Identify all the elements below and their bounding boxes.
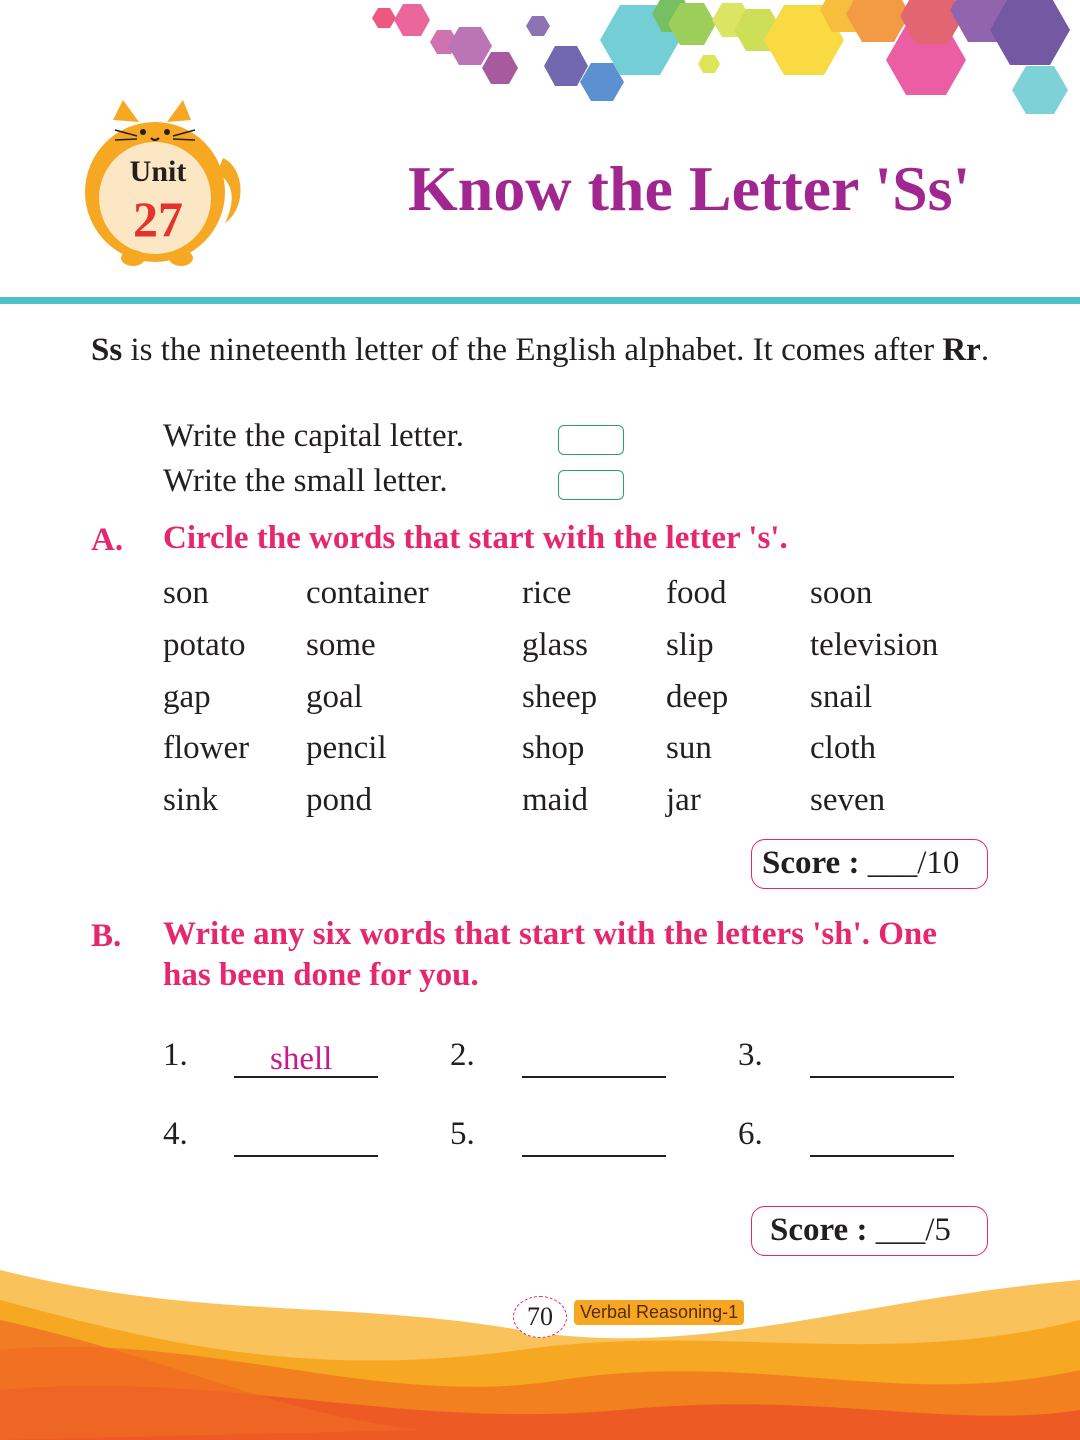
word-item[interactable]: soon bbox=[810, 575, 873, 611]
score-value: ___/5 bbox=[867, 1212, 951, 1248]
word-item[interactable]: slip bbox=[666, 627, 714, 663]
word-item[interactable]: television bbox=[810, 627, 939, 663]
unit-label: Unit bbox=[129, 155, 187, 188]
unit-number: 27 bbox=[133, 191, 183, 247]
intro-paragraph bbox=[91, 330, 1021, 371]
word-item[interactable]: shop bbox=[522, 730, 585, 766]
score-label: Score : bbox=[762, 845, 860, 881]
answer-blank[interactable] bbox=[810, 1119, 954, 1157]
answer-number: 5. bbox=[450, 1116, 475, 1152]
word-item[interactable]: sink bbox=[163, 782, 219, 818]
page-title: Know the Letter 'Ss' bbox=[408, 153, 971, 224]
word-item[interactable]: sheep bbox=[522, 679, 598, 715]
word-item[interactable]: container bbox=[306, 575, 429, 611]
answer-number: 2. bbox=[450, 1037, 475, 1073]
section-a-score-box bbox=[751, 839, 988, 889]
write-capital-prompt: Write the capital letter. bbox=[163, 418, 465, 454]
word-item[interactable]: gap bbox=[163, 679, 211, 715]
example-answer: shell bbox=[270, 1041, 333, 1077]
section-b-letter: B. bbox=[91, 918, 122, 954]
word-item[interactable]: food bbox=[666, 575, 727, 611]
word-item[interactable]: maid bbox=[522, 782, 588, 818]
intro-letter: Ss bbox=[91, 332, 123, 368]
intro-previous-letter: Rr bbox=[942, 332, 981, 368]
capital-letter-box[interactable] bbox=[558, 425, 624, 455]
intro-sentence: is the nineteenth letter of the English alphabet. It comes after bbox=[122, 332, 943, 368]
score-label: Score : bbox=[770, 1212, 868, 1248]
word-item[interactable]: seven bbox=[810, 782, 886, 818]
word-item[interactable]: some bbox=[306, 627, 376, 663]
word-item[interactable]: goal bbox=[306, 679, 363, 715]
intro-end: . bbox=[980, 332, 990, 368]
answer-number: 4. bbox=[163, 1116, 188, 1152]
answer-number: 1. bbox=[163, 1037, 188, 1073]
score-value: ___/10 bbox=[859, 845, 960, 881]
word-item[interactable]: potato bbox=[163, 627, 246, 663]
word-item[interactable]: deep bbox=[666, 679, 729, 715]
write-small-prompt: Write the small letter. bbox=[163, 463, 448, 499]
word-item[interactable]: pond bbox=[306, 782, 372, 818]
word-item[interactable]: son bbox=[163, 575, 209, 611]
answer-number: 3. bbox=[738, 1037, 763, 1073]
small-letter-box[interactable] bbox=[558, 470, 624, 500]
wave-decoration bbox=[0, 1260, 1080, 1440]
section-b-instruction-line2: has been done for you. bbox=[163, 957, 479, 993]
word-item[interactable]: jar bbox=[666, 782, 701, 818]
answer-number: 6. bbox=[738, 1116, 763, 1152]
answer-blank[interactable] bbox=[234, 1119, 378, 1157]
word-item[interactable]: flower bbox=[163, 730, 250, 766]
book-title-tag: Verbal Reasoning-1 bbox=[574, 1300, 744, 1325]
word-item[interactable]: pencil bbox=[306, 730, 387, 766]
title-divider bbox=[0, 297, 1080, 304]
section-a-letter: A. bbox=[91, 522, 124, 558]
word-item[interactable]: snail bbox=[810, 679, 873, 715]
answer-blank[interactable] bbox=[522, 1119, 666, 1157]
section-a-instruction: Circle the words that start with the letter 's'. bbox=[163, 520, 788, 556]
page-number: 70 bbox=[513, 1296, 567, 1338]
word-item[interactable]: cloth bbox=[810, 730, 876, 766]
answer-blank[interactable] bbox=[522, 1040, 666, 1078]
word-item[interactable]: sun bbox=[666, 730, 712, 766]
answer-blank[interactable] bbox=[810, 1040, 954, 1078]
section-b-score-box bbox=[751, 1206, 988, 1256]
word-item[interactable]: glass bbox=[522, 627, 588, 663]
section-b-instruction-line1: Write any six words that start with the letters 'sh'. One bbox=[163, 916, 937, 952]
word-item[interactable]: rice bbox=[522, 575, 572, 611]
